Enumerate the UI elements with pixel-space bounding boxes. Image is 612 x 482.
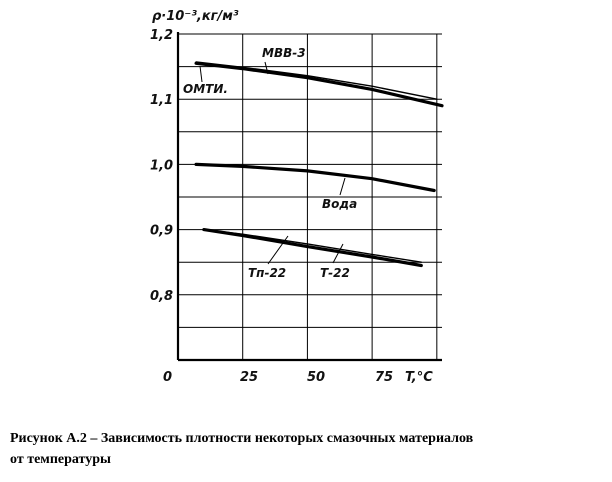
series-label: Т-22 <box>320 266 350 280</box>
series-label: Тп-22 <box>248 266 287 280</box>
leader-line <box>340 178 345 195</box>
x-tick-label: 50 <box>307 370 326 385</box>
y-tick-label: 1,0 <box>150 158 174 174</box>
series-label: ОМТИ. <box>183 82 228 96</box>
caption-line-2: от температуры <box>10 452 111 467</box>
x-axis-title: T,°C <box>405 370 433 385</box>
y-tick-label: 0,8 <box>150 288 174 304</box>
x-tick-label: 75 <box>375 370 394 385</box>
y-tick-label: 1,1 <box>150 93 174 109</box>
x-tick-label: 0 <box>163 370 173 385</box>
chart-series <box>196 62 442 266</box>
caption-line-1: Рисунок А.2 – Зависимость плотности некоторых смазочных материалов <box>10 431 474 446</box>
series-label: Вода <box>322 197 358 211</box>
y-tick-label: 1,2 <box>150 28 174 43</box>
figure-caption <box>10 428 605 470</box>
x-tick-label: 25 <box>240 370 259 385</box>
y-axis-title: ρ·10⁻³,кг/м³ <box>152 9 239 24</box>
series-label: МВВ-3 <box>262 46 306 60</box>
series-line-2 <box>196 164 434 190</box>
series-line-4 <box>204 230 421 266</box>
y-tick-label: 0,9 <box>150 223 174 239</box>
leader-line <box>200 66 202 82</box>
